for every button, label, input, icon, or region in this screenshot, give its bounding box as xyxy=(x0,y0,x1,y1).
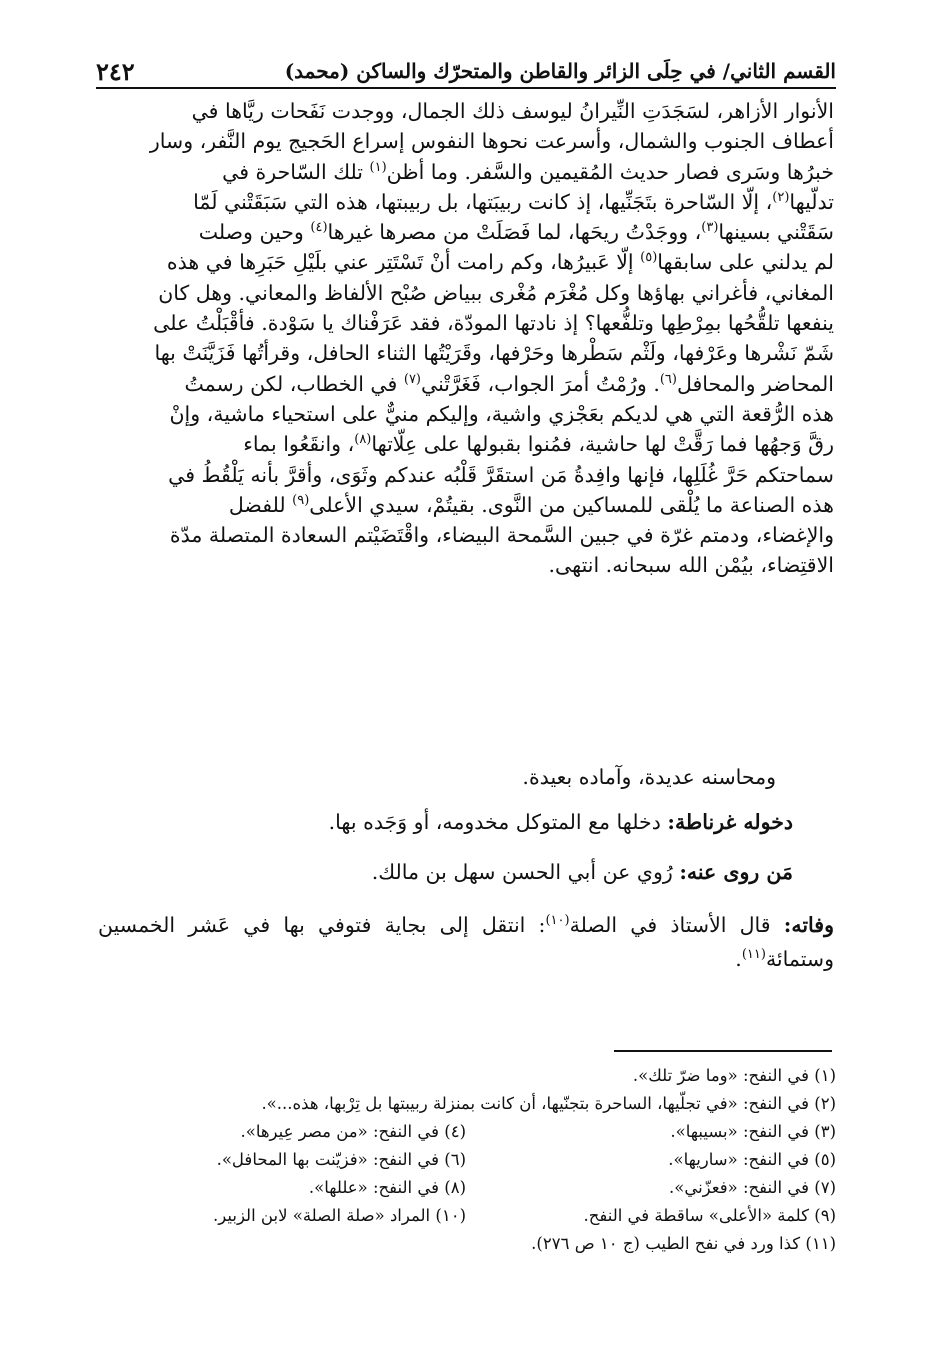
paragraph-merits: ومحاسنه عديدة، وآماده بعيدة. xyxy=(522,765,776,789)
section-label: دخوله غرناطة: xyxy=(667,810,793,834)
text-line: رقَّ وَجهُها فما رَقَّتْ لها حاشية، فمُنوا بقبولها على عِلّاتها$^{(٨)}$، وانقَعُوا بماء xyxy=(243,432,834,457)
text-line: سَقَتْني بسينها$^{(٣)}$، ووجَدْتُ ريحَها، لما فَصَلَتْ من مصرها غيرها$^{(٤)}$ وحين وصلت xyxy=(198,220,834,245)
paragraph-granada: دخوله غرناطة: دخلها مع المتوكل مخدومه، أو وَجَده بها. xyxy=(328,810,793,834)
footnote: (٧) في النفح: «فعزّني». xyxy=(668,1178,836,1197)
footnote-rule xyxy=(614,1050,832,1052)
text-line: المحاضر والمحافل$^{(٦)}$. ورُمْتُ أمرَ الجواب، فَغَرَّتْني$^{(٧)}$ في الخطاب، لكن رسمتُ xyxy=(184,371,834,396)
note-marker: (١١) xyxy=(741,947,766,963)
text-line: خبرُها وسَرى فصار حديث المُقيمين والسَّفر. وما أظن$^{(١)}$ تلك السّاحرة في xyxy=(222,159,834,184)
running-title: القسم الثاني/ في حِلَى الزائر والقاطن والمتحرّك والساكن (محمد) xyxy=(284,59,836,83)
footnote: (٢) في النفح: «في تجلّيها، الساحرة بتجنّيها، أن كانت بمنزلة ربيبتها بل تِرْبها، هذه...». xyxy=(261,1094,836,1113)
note-marker: (٣) xyxy=(701,220,719,236)
note-marker: (٨) xyxy=(354,432,372,448)
note-marker: (٢) xyxy=(772,190,790,206)
paragraph-narrators: مَن روى عنه: رُوي عن أبي الحسن سهل بن مالك. xyxy=(371,860,793,884)
footnote: (٦) في النفح: «فزيّنت بها المحافل». xyxy=(216,1150,466,1169)
footnote-row xyxy=(96,1230,836,1258)
text-line: والإغضاء، ودمتم غرّة في جبين السَّمحة البيضاء، واقْتَضَيْتم السعادة المتصلة مدّة xyxy=(169,523,834,548)
footnote-row xyxy=(96,1146,836,1174)
note-marker: (٤) xyxy=(310,220,328,236)
footnote-row xyxy=(96,1202,836,1230)
text-line: شَمّ نَشْرها وعَرْفها، ولَثْم سَطْرها وحَرْفها، وقَرَيْتُها الثناء الحافل، وقرأتُها فَزَيَّنَتْ بها xyxy=(154,341,834,366)
note-marker: (١) xyxy=(369,159,387,175)
footnote: (١١) كذا ورد في نفح الطيب (ج ١٠ ص ٢٧٦). xyxy=(531,1234,836,1253)
text-line: لم يدلني على سابقها$^{(٥)}$ إلّا عَبيرُها، وكم رامت أنْ تَسْتَتِر عني بلَيْلِ حَبَرِها في هذه xyxy=(166,250,834,275)
text-line: هذه الرُّقعة التي هي لديكم بعَجْزي واشية، وإليكم منيٌّ على استحياء ماشية، وإنْ xyxy=(169,401,834,426)
note-marker: (١٠) xyxy=(545,913,570,929)
footnotes xyxy=(96,1062,836,1258)
text-line: الاقتِضاء، بيُمْن الله سبحانه. انتهى. xyxy=(548,553,834,578)
text-line: أعطاف الجنوب والشمال، وأسرعت نحوها النفوس إسراع الحَجيج يوم النَّفر، وسار xyxy=(149,129,834,154)
footnote: (١) في النفح: «وما ضرّ تلك». xyxy=(632,1066,836,1085)
footnote-row xyxy=(96,1090,836,1118)
footnote: (١٠) المراد «صلة الصلة» لابن الزبير. xyxy=(213,1206,466,1225)
footnote-row xyxy=(96,1118,836,1146)
footnote: (٨) في النفح: «عللها». xyxy=(308,1178,466,1197)
header-rule xyxy=(96,87,836,89)
text-line: سماحتكم حَرَّ غُلَلِها، فإنها وافِدةُ مَن استقَرَّ قَلْبُه عندكم وثَوَى، وأقرَّ بأنه يَلْقُطُ في xyxy=(168,462,834,487)
paragraph-death: وفاته: قال الأستاذ في الصلة$^{(١٠)}$: انتقل إلى بجاية فتوفي بها في عَشر الخمسين وستمائة$^{(١١)}$. xyxy=(98,913,834,971)
note-marker: (٦) xyxy=(659,371,677,387)
section-label: مَن روى عنه: xyxy=(679,860,793,884)
section-label: وفاته: xyxy=(783,913,834,937)
text-line: الأنوار الأزاهر، لسَجَدَتِ النِّيرانُ ليوسف ذلك الجمال، ووجدت نَفَحات ريَّاها في xyxy=(191,99,834,123)
text-line: ينفعها تلقُّحُها بمِرْطِها وتلفُّعها؟ إذ نادتها المودّة، فقد عَرَفْناك يا سَوْدة. فأقْبَلْتُ على xyxy=(153,311,834,336)
text-line: تدلّيها$^{(٢)}$، إلّا السّاحرة بتَجَنِّيها، إذ كانت ربيبَتها، بل ربيبتها، هذه التي سَبَقَتْني لَمّا xyxy=(193,189,834,214)
running-header xyxy=(96,54,836,88)
footnote: (٤) في النفح: «من مصر عِيرها». xyxy=(240,1122,466,1141)
main-text xyxy=(98,96,834,581)
footnote: (٥) في النفح: «ساريها». xyxy=(668,1150,836,1169)
footnote: (٩) كلمة «الأعلى» ساقطة في النفح. xyxy=(583,1206,836,1225)
footnote-row xyxy=(96,1062,836,1090)
text-line: المغاني، فأغراني بهاؤها وكل مُغْرَم مُغْرى ببياض صُبْح الألفاظ والمعاني. وهل كان xyxy=(158,280,834,305)
text-line: هذه الصناعة ما يُلْقى للمساكين من النَّوى. بقيتُمْ، سيدي الأعلى$^{(٩)}$ للفضل xyxy=(228,492,834,517)
footnote-row xyxy=(96,1174,836,1202)
note-marker: (٩) xyxy=(292,493,310,509)
page-number: ٢٤٢ xyxy=(96,56,135,86)
footnote: (٣) في النفح: «بسيبها». xyxy=(670,1122,836,1141)
note-marker: (٧) xyxy=(403,371,421,387)
note-marker: (٥) xyxy=(640,250,658,266)
